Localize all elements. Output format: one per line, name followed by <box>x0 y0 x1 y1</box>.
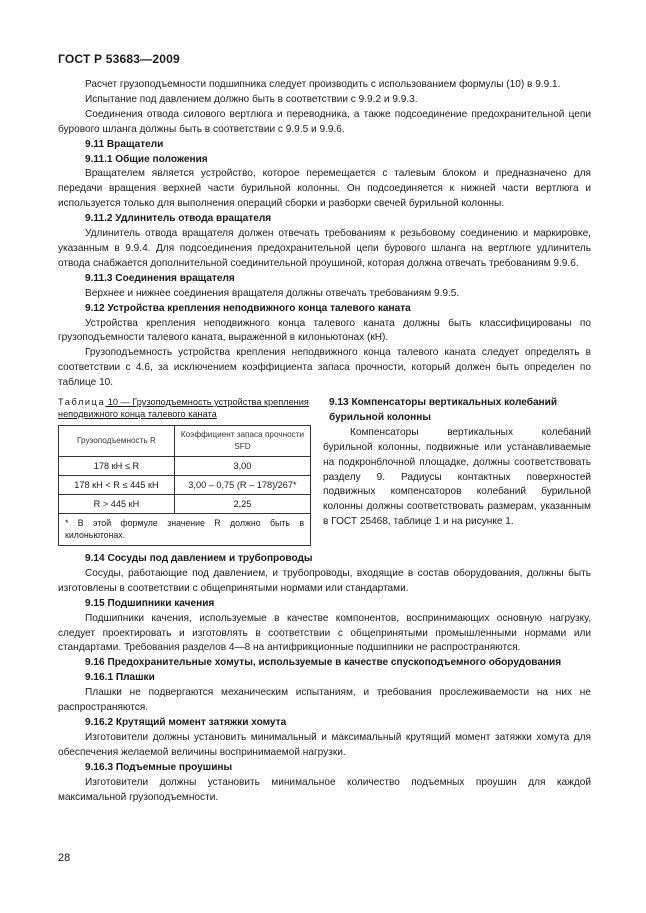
paragraph: Устройства крепления неподвижного конца талевого каната должны быть классифицированы по грузоподъемности талевого каната, выраженной в килоньютонах (кН). <box>58 317 591 344</box>
section-heading: 9.11.2 Удлинитель отвода вращателя <box>85 213 272 225</box>
paragraph: Верхнее и нижнее соединения вращателя должны отвечать требованиям 9.9.5. <box>85 287 460 299</box>
paragraph: Грузоподъемность устройства крепления неподвижного конца талевого каната следует определять в соответствии с 4.6, за исключением коэффициента запаса прочности, который должен быть определен по таблице 10. <box>58 347 591 389</box>
two-column-block <box>58 396 591 546</box>
paragraph: Подшипники качения, используемые в качестве компонентов, воспринимающих основную нагрузку, следует проектировать и изготовлять в соответствии с общепринятыми промышленными нормами или стандартами. Требования разделов 4—8 на антифрикционные подшипники не распространяются. <box>58 612 591 654</box>
table-row <box>59 457 311 476</box>
section-heading: 9.16.3 Подъемные проушины <box>85 761 233 773</box>
table-note-row <box>59 514 311 546</box>
table-caption-text: 10 — Грузоподъемность устройства крепления неподвижного конца талевого каната <box>58 397 309 420</box>
table-cell: 2,25 <box>174 495 310 514</box>
paragraph: Компенсаторы вертикальных колебаний бурильной колонны, подвижные или устанавливаемые на подкронблочной площадке, должны соответствовать разделу 9. Радиусы контактных поверхностей подвижных компенсаторов колебаний бурильной колонны должны соответствовать размерам, указанным в ГОСТ 25468, таблице 1 и на рисунке 1. <box>323 426 591 528</box>
table-cell: 178 кН ≤ R <box>59 457 175 476</box>
document-body <box>58 78 591 805</box>
paragraph: Вращателем является устройство, которое перемещается с талевым блоком и предназначено для передачи вращения верхней части бурильной колонны. Он подсоединяется к нижней части вертлюга и используется только для выполнения операций сборки и разборки свечей бурильной колонны. <box>58 168 591 210</box>
table-row <box>59 495 311 514</box>
paragraph: Сосуды, работающие под давлением, и трубопроводы, входящие в состав оборудования, должны быть изготовлены в соответствии с общепринятыми нормами или стандартами. <box>58 567 591 594</box>
paragraph: Удлинитель отвода вращателя должен отвечать требованиям к резьбовому соединению и маркировке, указанным в 9.9.4. Для подсоединения предохранительной цепи бурового шланга на вертлюге удлинитель отвода снабжается дополнительной соединительной проушиной, которая должна отвечать требованиям 9.9.6. <box>58 228 591 269</box>
section-heading: 9.12 Устройства крепления неподвижного конца талевого каната <box>85 302 411 314</box>
paragraph: Изготовители должны установить минимальный и максимальный крутящий момент затяжки хомута для обеспечения желаемой величины воспринимаемой нагрузки. <box>58 731 591 758</box>
page-number: 28 <box>58 852 71 864</box>
table-footnote: * В этой формуле значение R должно быть в килоньютонах. <box>59 514 311 546</box>
load-capacity-table <box>58 425 311 546</box>
document-header: ГОСТ Р 53683—2009 <box>58 52 180 66</box>
paragraph: Испытание под давлением должно быть в соответствии с 9.9.2 и 9.9.3. <box>85 93 418 105</box>
paragraph: Расчет грузоподъемности подшипника следует производить с использованием формулы (10) в 9.9.1. <box>85 79 561 90</box>
table-header-row <box>59 426 311 457</box>
section-after <box>58 552 591 805</box>
section-heading: 9.16.1 Плашки <box>85 672 155 684</box>
section-heading: 9.13 Компенсаторы вертикальных колебаний бурильной колонны <box>329 397 558 423</box>
section-heading: 9.15 Подшипники качения <box>85 597 215 609</box>
table-cell: 3,00 <box>174 457 310 476</box>
section-heading: 9.11.1 Общие положения <box>85 153 208 165</box>
table-cell: R > 445 кН <box>59 495 175 514</box>
section-heading: 9.11 Вращатели <box>85 138 164 150</box>
section-heading: 9.16.2 Крутящий момент затяжки хомута <box>85 717 287 728</box>
section-before <box>58 78 591 391</box>
table-header-cell: Грузоподъемность R <box>59 426 175 457</box>
table-cell: 178 кН < R ≤ 445 кН <box>59 476 175 495</box>
side-column <box>323 396 591 546</box>
paragraph: Плашки не подвергаются механическим испытаниям, и требования прослеживаемости на них не распространяются. <box>58 687 591 714</box>
section-heading: 9.16 Предохранительные хомуты, используемые в качестве спускоподъемного оборудования <box>85 657 562 669</box>
section-heading: 9.11.3 Соединения вращателя <box>85 272 235 284</box>
table-block <box>58 396 311 546</box>
paragraph: Изготовители должны установить минимальное количество подъемных проушин для каждой максимальной грузоподъемности. <box>58 776 591 803</box>
table-caption-label: Таблица <box>58 397 106 408</box>
paragraph: Соединения отвода силового вертлюга и переводника, а также подсоединение предохранительной цепи бурового шланга должны быть в соответствии с 9.9.5 и 9.9.6. <box>58 108 591 135</box>
table-caption <box>58 396 311 420</box>
table-row <box>59 476 311 495</box>
table-cell: 3,00 – 0,75 (R – 178)/267* <box>174 476 310 495</box>
table-header-cell: Коэффициент запаса прочности SFD <box>174 426 310 457</box>
section-heading: 9.14 Сосуды под давлением и трубопроводы <box>85 553 313 565</box>
